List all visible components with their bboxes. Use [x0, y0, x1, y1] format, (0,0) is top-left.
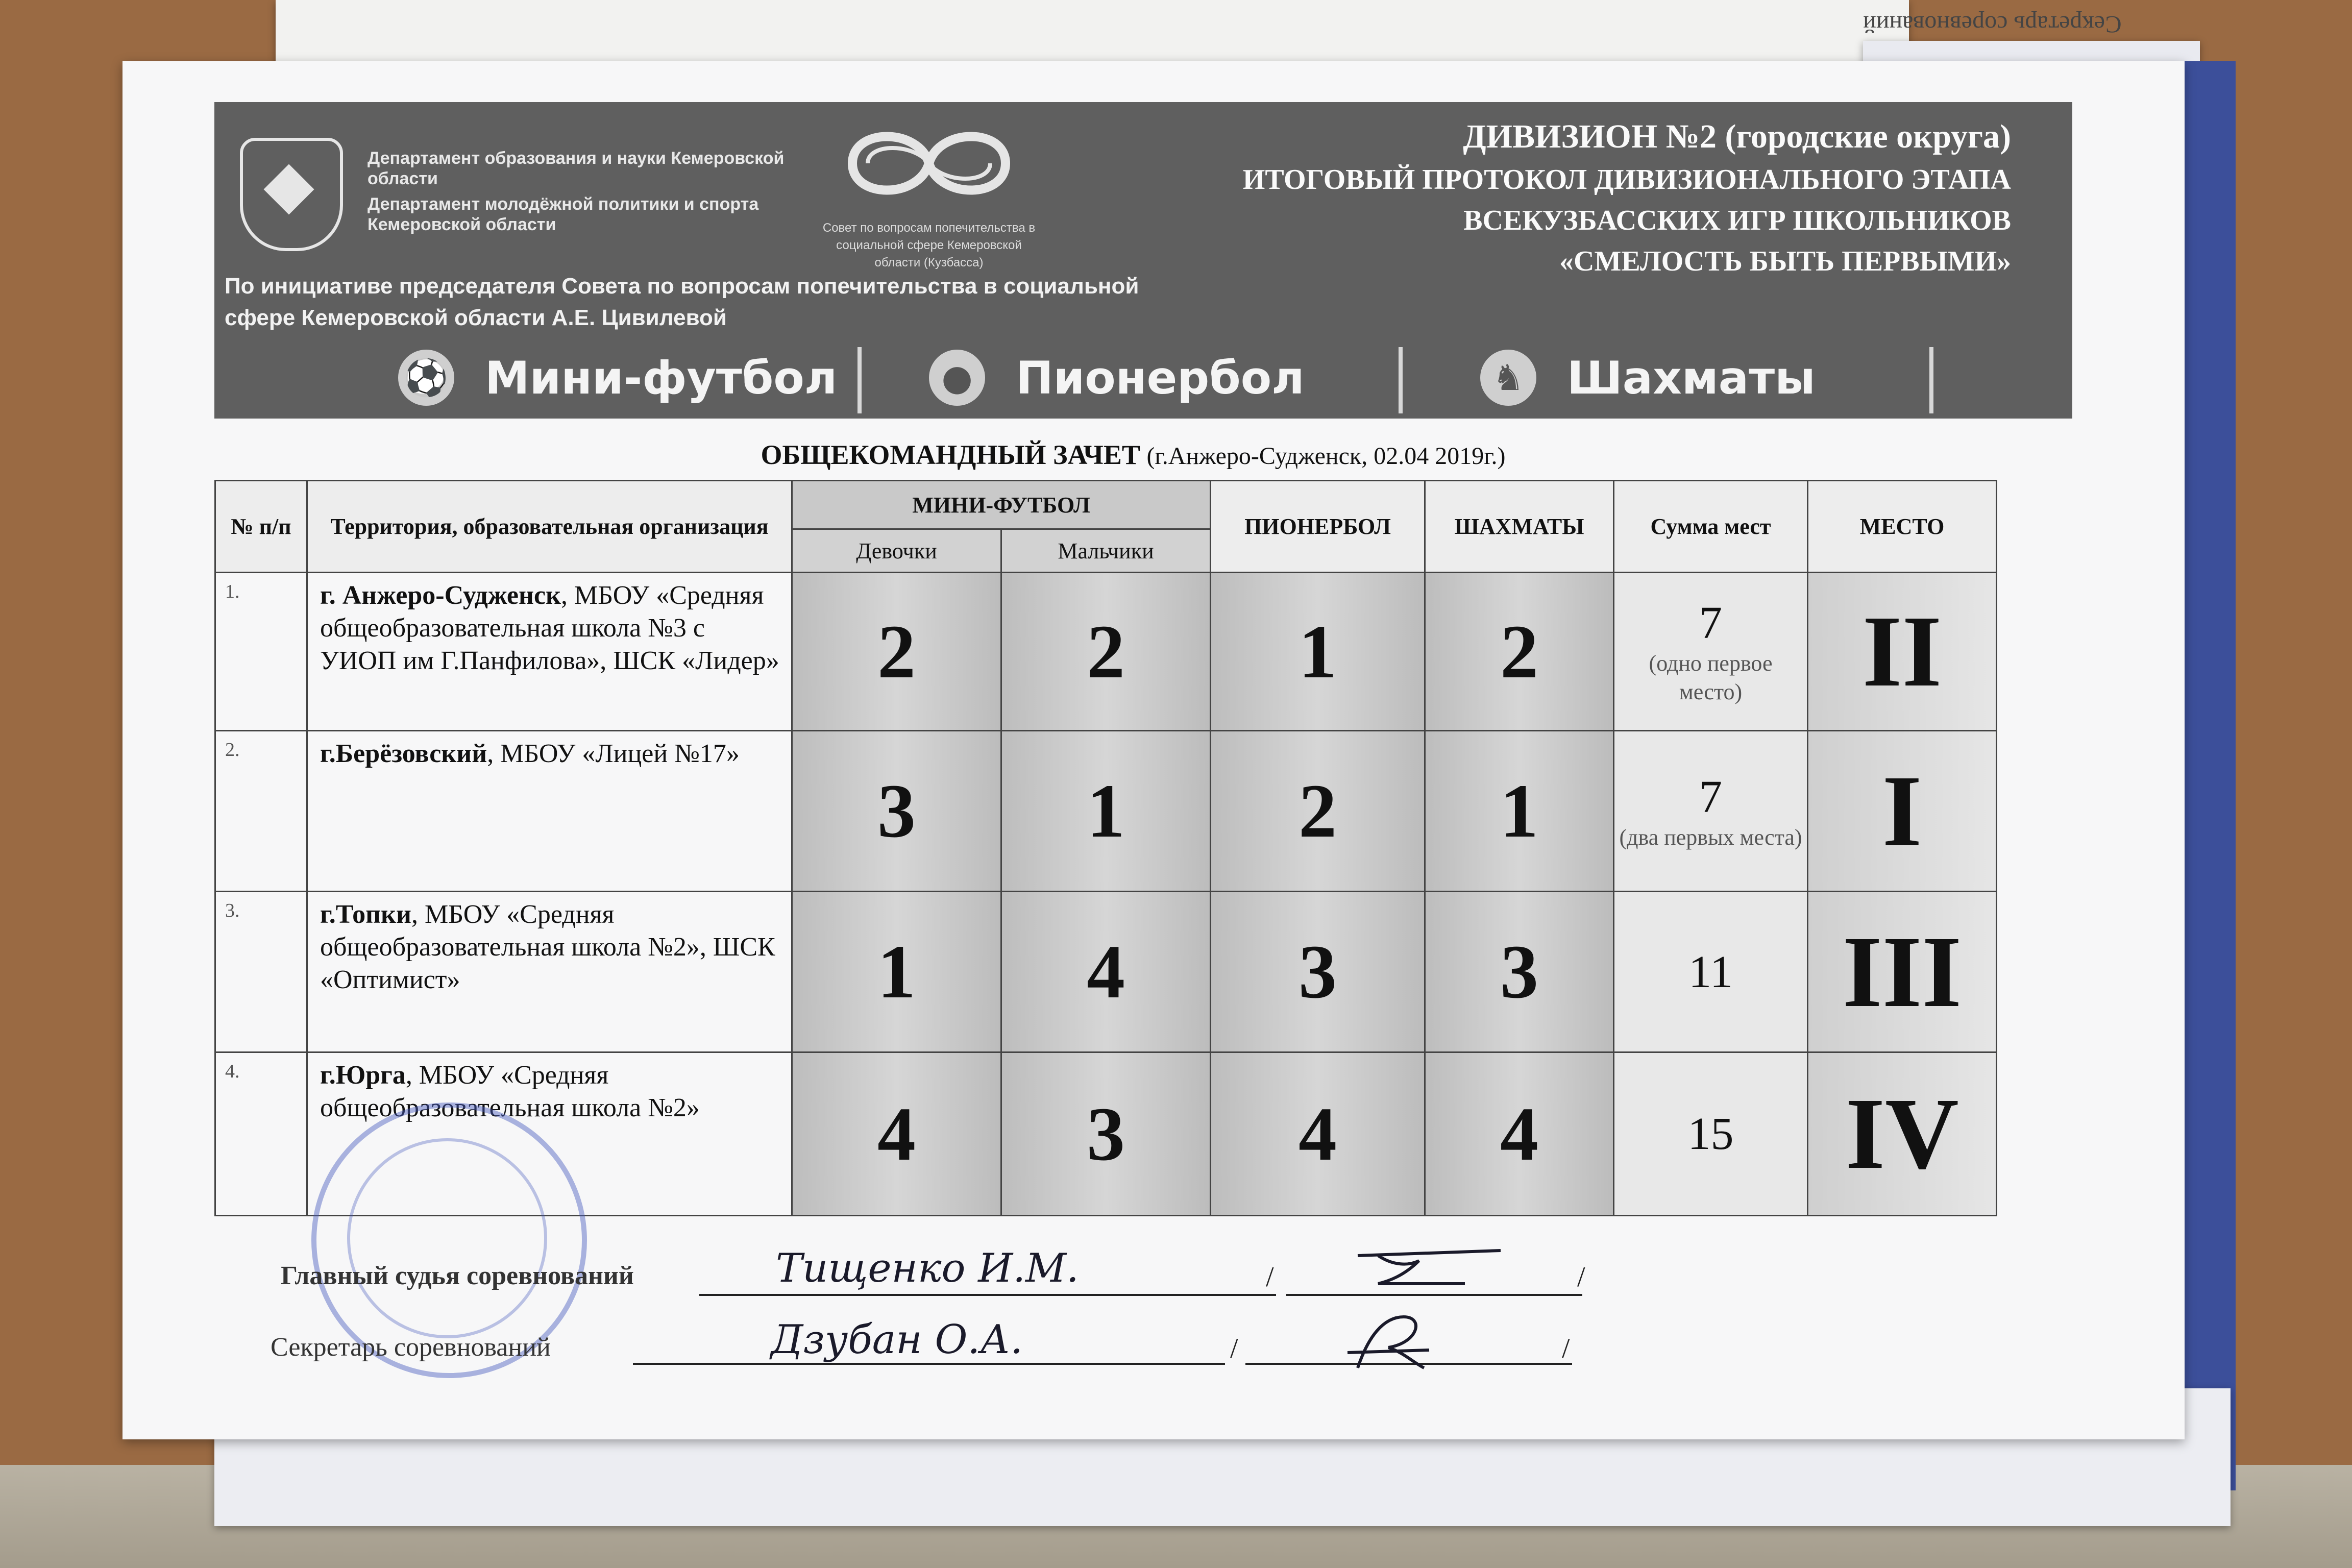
score-boys: 2	[1001, 573, 1211, 731]
department-education: Департамент образования и науки Кемеровской области	[368, 149, 785, 188]
score-boys: 3	[1001, 1052, 1211, 1216]
football-player-icon: ⚽	[398, 350, 454, 406]
sport-label-chess: Шахматы	[1567, 351, 1816, 404]
separator-slash: /	[1266, 1261, 1274, 1293]
chief-judge-label: Главный судья соревнований	[281, 1261, 634, 1290]
row-number: 4.	[215, 1052, 307, 1216]
header-girls: Девочки	[792, 529, 1001, 573]
sum-cell	[1614, 731, 1808, 892]
background-sheet-text: Секретарь соревнований	[1863, 11, 2122, 38]
header-boys: Мальчики	[1001, 529, 1211, 573]
score-boys: 1	[1001, 731, 1211, 892]
row-city: г. Анжеро-Судженск	[320, 581, 561, 610]
sport-divider	[1399, 347, 1403, 413]
header-territory: Территория, образовательная организация	[307, 481, 792, 573]
secretary-name: Дзубан О.А.	[771, 1317, 1023, 1363]
place-value: II	[1808, 573, 1997, 731]
row-city: г.Берёзовский	[320, 739, 487, 768]
row-organization	[307, 573, 792, 731]
row-number: 3.	[215, 892, 307, 1052]
secretary-label: Секретарь соревнований	[271, 1333, 551, 1362]
sum-value: 11	[1688, 946, 1733, 997]
sport-minifootball	[398, 347, 837, 408]
caption-location: (г.Анжеро-Судженск, 02.04 2019г.)	[1146, 443, 1506, 470]
row-number: 2.	[215, 731, 307, 892]
score-chess: 1	[1425, 731, 1614, 892]
protocol-title: ИТОГОВЫЙ ПРОТОКОЛ ДИВИЗИОНАЛЬНОГО ЭТАПА	[1242, 164, 2011, 195]
table-caption	[122, 439, 2144, 471]
score-girls: 4	[792, 1052, 1001, 1216]
header-pionerball: ПИОНЕРБОЛ	[1211, 481, 1425, 573]
score-girls: 2	[792, 573, 1001, 731]
header-sum: Сумма мест	[1614, 481, 1808, 573]
separator-slash: /	[1562, 1333, 1570, 1364]
score-pionerball: 3	[1211, 892, 1425, 1052]
results-table	[214, 480, 1997, 1216]
row-org-name: , МБОУ «Средняя общеобразовательная школа №3 с УИОП им Г.Панфилова», ШСК «Лидер»	[320, 581, 779, 675]
separator-slash: /	[1577, 1261, 1585, 1293]
header-minifootball: МИНИ-ФУТБОЛ	[792, 481, 1211, 529]
sum-value: 15	[1687, 1109, 1734, 1159]
row-city: г.Юрга	[320, 1061, 406, 1090]
sum-cell	[1614, 1052, 1808, 1216]
score-chess: 4	[1425, 1052, 1614, 1216]
protocol-sheet	[122, 61, 2185, 1439]
score-girls: 3	[792, 731, 1001, 892]
score-pionerball: 1	[1211, 573, 1425, 731]
sum-note: (два первых места)	[1619, 824, 1802, 850]
place-value: IV	[1808, 1052, 1997, 1216]
sport-label-minifootball: Мини-футбол	[485, 351, 838, 404]
score-girls: 1	[792, 892, 1001, 1052]
sport-divider	[857, 347, 862, 413]
motto-title: «СМЕЛОСТЬ БЫТЬ ПЕРВЫМИ»	[1559, 246, 2011, 277]
council-infinity-logo-icon	[832, 107, 1026, 219]
sport-pionerball	[929, 347, 1305, 408]
table-row	[215, 892, 1997, 1052]
row-city: г.Топки	[320, 900, 411, 929]
sum-cell	[1614, 573, 1808, 731]
row-org-name: , МБОУ «Средняя общеобразовательная школа №2»	[320, 1061, 700, 1122]
sum-note: (одно первое место)	[1649, 651, 1773, 704]
division-title: ДИВИЗИОН №2 (городские округа)	[1463, 118, 2011, 155]
chess-piece-icon: ♞	[1480, 350, 1536, 406]
ball-thrower-icon: ●	[929, 350, 985, 406]
score-pionerball: 4	[1211, 1052, 1425, 1216]
header-place: МЕСТО	[1808, 481, 1997, 573]
sport-chess	[1480, 347, 1816, 408]
header-num: № п/п	[215, 481, 307, 573]
row-org-name: , МБОУ «Лицей №17»	[487, 739, 740, 768]
caption-main: ОБЩЕКОМАНДНЫЙ ЗАЧЕТ	[761, 439, 1140, 470]
score-boys: 4	[1001, 892, 1211, 1052]
sum-value: 7	[1699, 598, 1723, 648]
coat-of-arms-icon	[240, 138, 343, 251]
chief-judge-signature	[1348, 1235, 1511, 1296]
score-chess: 2	[1425, 573, 1614, 731]
secretary-signature	[1327, 1307, 1460, 1373]
chief-judge-name: Тищенко И.М.	[776, 1245, 1079, 1291]
sum-value: 7	[1699, 771, 1723, 822]
council-logo-text: Совет по вопросам попечительства в социальной сфере Кемеровской области (Кузбасса)	[822, 221, 1036, 270]
initiative-text: По инициативе председателя Совета по вопросам попечительства в социальной сфере Кемеровской области А.Е. Цивилевой	[225, 274, 1139, 330]
row-organization	[307, 731, 792, 892]
sports-strip	[214, 337, 2072, 419]
row-number: 1.	[215, 573, 307, 731]
sport-label-pionerball: Пионербол	[1016, 351, 1305, 404]
place-value: III	[1808, 892, 1997, 1052]
table-row	[215, 731, 1997, 892]
place-value: I	[1808, 731, 1997, 892]
department-youth-sport: Департамент молодёжной политики и спорта Кемеровской области	[368, 194, 759, 234]
sum-cell	[1614, 892, 1808, 1052]
table-row	[215, 573, 1997, 731]
header-chess: ШАХМАТЫ	[1425, 481, 1614, 573]
score-pionerball: 2	[1211, 731, 1425, 892]
row-organization	[307, 892, 792, 1052]
signature-line	[633, 1363, 1225, 1365]
games-title: ВСЕКУЗБАССКИХ ИГР ШКОЛЬНИКОВ	[1463, 205, 2011, 236]
header-banner	[214, 102, 2072, 419]
sport-divider	[1929, 347, 1933, 413]
signature-line	[699, 1294, 1276, 1296]
separator-slash: /	[1230, 1333, 1238, 1364]
row-org-name: , МБОУ «Средняя общеобразовательная школа №2», ШСК «Оптимист»	[320, 900, 775, 994]
score-chess: 3	[1425, 892, 1614, 1052]
